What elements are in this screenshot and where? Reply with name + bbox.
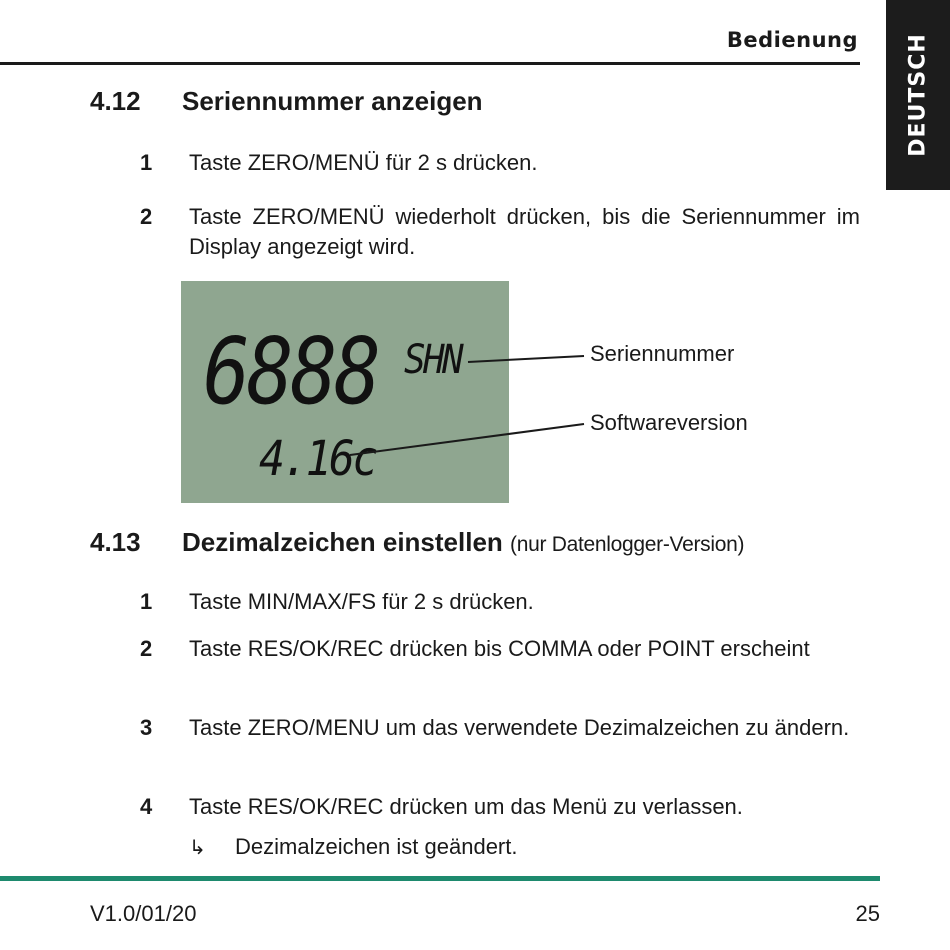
step-text: Taste RES/OK/REC drücken um das Menü zu verlassen. xyxy=(189,794,743,819)
step-text: Taste ZERO/MENÜ für 2 s drücken. xyxy=(189,150,538,175)
section-note: (nur Datenlogger-Version) xyxy=(510,533,745,556)
section-title: Dezimalzeichen einstellen xyxy=(182,527,503,557)
section-heading-4-13 xyxy=(90,527,744,558)
footer-version: V1.0/01/20 xyxy=(90,901,197,926)
step-number: 1 xyxy=(140,589,153,614)
callout-line-software xyxy=(350,424,584,455)
callout-line-serial xyxy=(468,356,584,362)
step-number: 1 xyxy=(140,150,153,175)
step-text: Taste ZERO/MENU um das verwendete Dezimalzeichen zu ändern. xyxy=(189,715,850,740)
header-title: Bedienung xyxy=(726,28,858,52)
section-title: Seriennummer anzeigen xyxy=(182,86,483,116)
step-4-13-2 xyxy=(140,634,860,664)
footer-divider xyxy=(0,876,880,881)
step-text: Taste ZERO/MENÜ wiederholt drücken, bis die Seriennummer im Display angezeigt wird. xyxy=(189,204,860,259)
step-text: Taste RES/OK/REC drücken bis COMMA oder POINT erscheint xyxy=(189,636,810,661)
section-number: 4.13 xyxy=(90,527,141,557)
step-number: 4 xyxy=(140,794,153,819)
step-result xyxy=(189,832,517,863)
step-number: 3 xyxy=(140,715,153,740)
lcd-main-digits: 6888 xyxy=(203,318,378,425)
step-4-13-4 xyxy=(140,792,860,822)
result-arrow-icon: ↳ xyxy=(189,837,206,859)
section-number: 4.12 xyxy=(90,86,141,116)
step-number: 2 xyxy=(140,636,153,661)
lcd-unit-text: SHN xyxy=(404,337,461,383)
step-number: 2 xyxy=(140,204,153,229)
language-tab-label: DEUTSCH xyxy=(905,33,931,157)
step-text: Taste MIN/MAX/FS für 2 s drücken. xyxy=(189,589,534,614)
lcd-small-digits: 4.16c xyxy=(259,431,376,487)
step-4-13-1 xyxy=(140,587,860,617)
step-4-13-3 xyxy=(140,713,860,743)
callout-label-software: Softwareversion xyxy=(590,410,748,435)
callout-label-serial: Seriennummer xyxy=(590,341,735,366)
result-text: Dezimalzeichen ist geändert. xyxy=(235,834,518,859)
page-number: 25 xyxy=(855,901,880,926)
